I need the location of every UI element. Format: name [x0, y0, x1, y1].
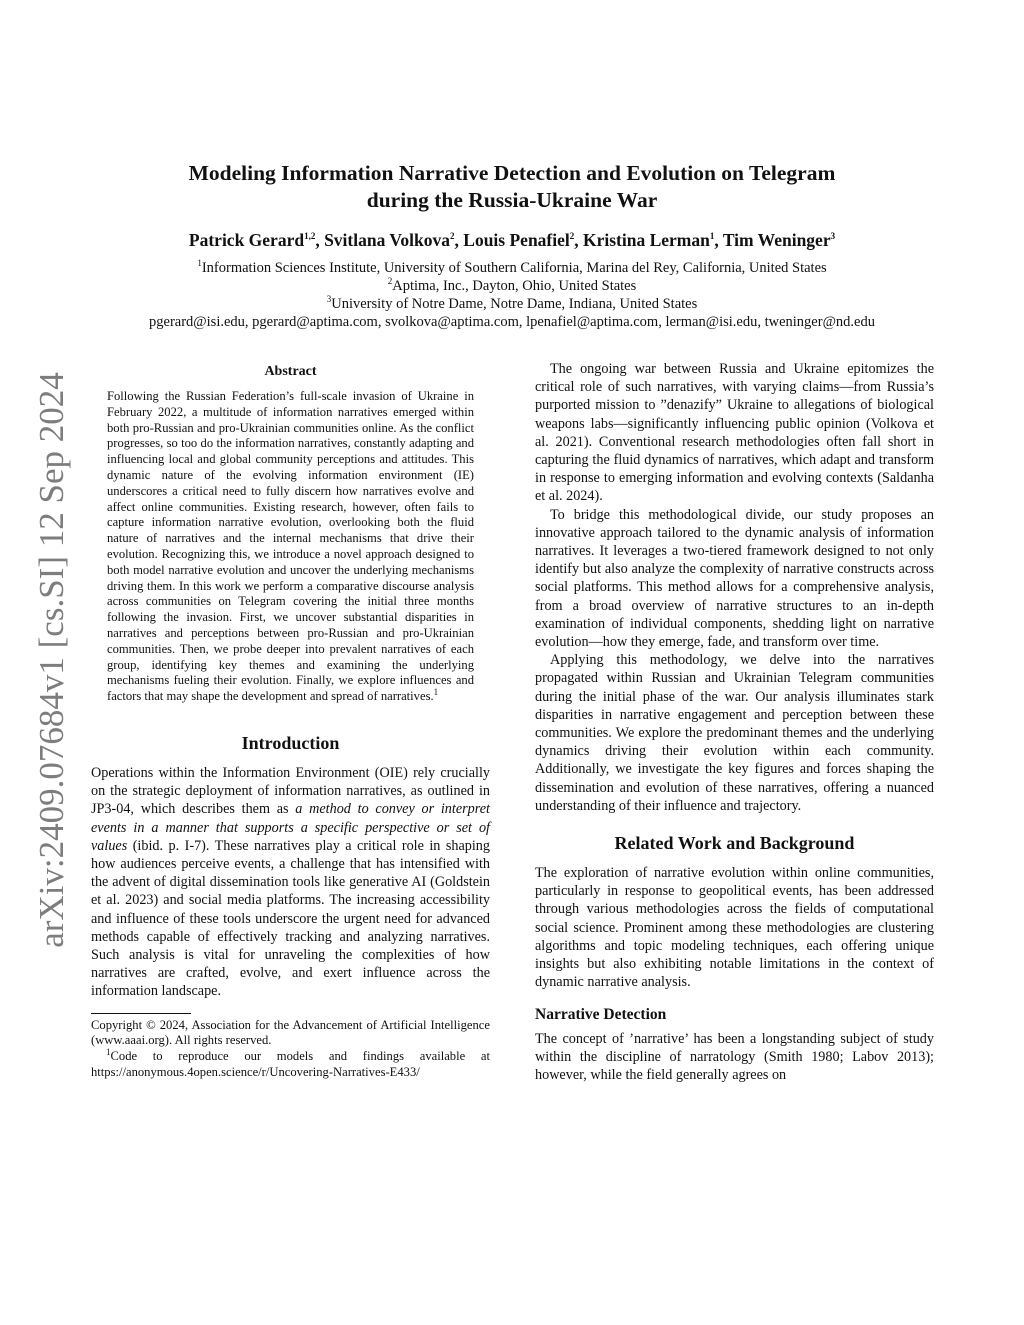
- narrative-detection-heading: Narrative Detection: [535, 1005, 667, 1023]
- right-column: [535, 360, 934, 1084]
- footnote-1: $^1$Code to reproduce our models and findings available at https://anonymous.4open.science/r/Uncovering-Narratives-E433/: [91, 1046, 490, 1079]
- affiliations: [90, 259, 934, 331]
- related-work-paragraph: The exploration of narrative evolution within online communities, particularly in response to geopolitical events, has been addressed through various methodologies across the fields of computational social science. Prominent among these methodologies are clustering algorithms and topic modeling techniques, each offering unique insights but also exhibiting notable limitations in the context of dynamic narrative analysis.: [535, 865, 934, 991]
- arxiv-stamp-text: arXiv:2409.07684v1 [cs.SI] 12 Sep 2024: [32, 372, 71, 948]
- abstract-text: Following the Russian Federation’s full-scale invasion of Ukraine in February 2022, a multitude of information narratives emerged within both pro-Russian and pro-Ukrainian communities online. As the conflict progresses, so too do the information narratives, constantly adapting and influencing local and global community perceptions and attitudes. This dynamic nature of the evolving information environment (IE) underscores a critical need to fully discern how narratives evolve and affect online communities. Existing research, however, often fails to capture information narrative evolution, overlooking both the fluid nature of narratives and the internal mechanisms that drive their evolution. Recognizing this, we introduce a novel approach designed to both model narrative evolution and uncover the underlying mechanisms driving them. In this work we perform a comparative discourse analysis across communities on Telegram covering the initial three months following the invasion. First, we uncover substantial disparities in narratives and perceptions between pro-Russian and pro-Ukrainian communities. Then, we probe deeper into prevalent narratives of each group, identifying key themes and examining the underlying mechanisms fueling their evolution. Finally, we explore influences and factors that may shape the development and spread of narratives.$^1$: [107, 389, 474, 704]
- affiliation-1: $^1$Information Sciences Institute, University of Southern California, Marina del Rey, California, United States: [197, 258, 827, 276]
- footnote-rule: [91, 1013, 191, 1014]
- narrative-detection-paragraph: The concept of ’narrative’ has been a longstanding subject of study within the discipline of narratology (Smith 1980; Labov 2013); however, while the field generally agrees on: [535, 1030, 934, 1083]
- introduction-paragraph: Operations within the Information Environment (OIE) rely crucially on the strategic deployment of information narratives, as outlined in JP3-04, which describes them as a method to convey or interpret events in a manner that supports a specific perspective or set of values (ibid. p. I-7). These narratives play a critical role in shaping how audiences perceive events, a challenge that has intensified with the advent of digital dissemination tools like generative AI (Goldstein et al. 2023) and social media platforms. The increasing accessibility and influence of these tools underscore the urgent need for advanced methods capable of effectively tracking and analyzing narratives. Such analysis is vital for unraveling the complexities of how narratives are crafted, evolve, and exert influence across the information landscape.: [91, 764, 490, 1000]
- footnote-mark: 1: [433, 686, 439, 697]
- title-line-2: during the Russia-Ukraine War: [366, 188, 658, 212]
- intro-paragraph-4: Applying this methodology, we delve into the narratives propagated within Russian and Ukrainian Telegram communities during the initial phase of the war. Our analysis illuminates stark disparities in narrative engagement and perception between these communities. We explore the predominant themes and the underlying dynamics driving their evolution within each community. Additionally, we investigate the key figures and forces shaping the dissemination and evolution of these narratives, offering a nuanced understanding of their influence and trajectory.: [535, 652, 934, 814]
- intro-paragraph-2: The ongoing war between Russia and Ukraine epitomizes the critical role of such narratives, with varying claims—from Russia’s purported mission to ”denazify” Ukraine to allegations of biological weapons labs—significantly influencing public opinion (Volkova et al. 2021). Conventional research methodologies often fall short in capturing the fluid dynamics of narratives, which adapt and transform in response to emerging information and evolving contexts (Saldanha et al. 2024).: [535, 361, 934, 505]
- author: Kristina Lerman$^1$,: [583, 230, 723, 250]
- title-line-1: Modeling Information Narrative Detection and Evolution on Telegram: [188, 161, 836, 185]
- paper-title: [100, 160, 924, 214]
- author: Tim Weninger$^3$: [722, 230, 836, 250]
- footnotes: [91, 1013, 490, 1081]
- affiliation-2: $^2$Aptima, Inc., Dayton, Ohio, United States: [387, 276, 637, 294]
- copyright-notice: Copyright © 2024, Association for the Advancement of Artificial Intelligence (www.aaai.org). All rights reserved.: [91, 1017, 490, 1048]
- author-emails: pgerard@isi.edu, pgerard@aptima.com, svolkova@aptima.com, lpenafiel@aptima.com, lerman@isi.edu, tweninger@nd.edu: [149, 314, 875, 330]
- intro-paragraph-3: To bridge this methodological divide, our study proposes an innovative approach tailored to the dynamic analysis of information narratives. It leverages a two-tiered framework designed to not only identify but also analyze the complexity of narrative constructs across social platforms. This method allows for a comprehensive analysis, from a broad overview of narrative structures to an in-depth examination of individual components, shedding light on narrative evolution—how they emerge, fade, and transform over time.: [535, 506, 934, 651]
- left-column: [91, 360, 490, 1081]
- author: Louis Penafiel$^2$,: [463, 230, 583, 250]
- arxiv-stamp: [28, 370, 76, 950]
- abstract-heading: Abstract: [264, 364, 317, 379]
- related-work-heading: Related Work and Background: [614, 833, 855, 854]
- introduction-heading: Introduction: [241, 732, 340, 753]
- affiliation-3: $^3$University of Notre Dame, Notre Dame, Indiana, United States: [326, 294, 698, 312]
- author: Patrick Gerard$^{1,2}$,: [188, 230, 325, 250]
- author-list: [90, 230, 934, 251]
- author: Svitlana Volkova$^2$,: [324, 230, 464, 250]
